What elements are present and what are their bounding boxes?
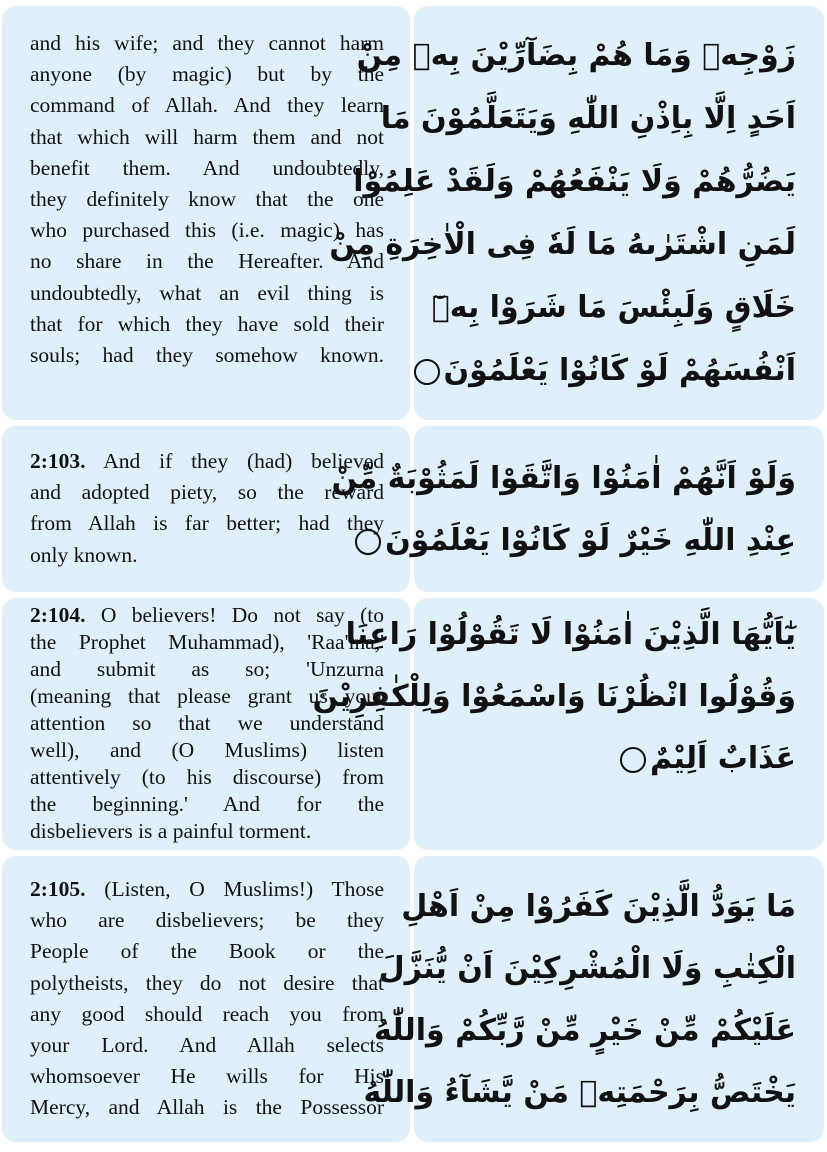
arabic-text: زَوْجِهٖ وَمَا هُمْ بِضَآرِّيْنَ بِهٖ مِنْ اَحَدٍ اِلَّا بِاِذْنِ اللّٰهِ وَيَتَعَلَّمُوْنَ مَا يَضُرُّهُمْ وَلَا يَنْفَعُهُمْ وَلَقَدْ عَلِمُوْا لَمَنِ اشْتَرٰىهُ مَا لَهٗ فِى الْاٰخِرَةِ مِنْ خَلَاقٍ وَلَبِئْسَ مَا شَرَوْا بِهٖٓ اَنْفُسَهُمْ لَوْ كَانُوْا يَعْلَمُوْنَ bbox=[329, 38, 796, 388]
verse-end-marker-icon bbox=[414, 359, 440, 385]
arabic-panel-2 bbox=[331, 426, 824, 592]
arabic-text: وَلَوْ اَنَّهُمْ اٰمَنُوْا وَاتَّقَوْا لَمَثُوْبَةٌ مِّنْ عِنْدِ اللّٰهِ خَيْرٌ لَوْ كَانُوْا يَعْلَمُوْنَ bbox=[331, 461, 796, 558]
translation-text: 2:104. O believers! Do not say (to the Prophet Muhammad), 'Raa'ina,' and submit as so; 'Unzurna (meaning that please grant us your attention so that we understand well), and (O Muslims) listen attentively (to his discourse) from the beginning.' And for the disbelievers is a painful torment. bbox=[30, 603, 384, 843]
translation-panel-4 bbox=[2, 856, 410, 1142]
verse-end-marker-icon bbox=[620, 747, 646, 773]
translation-text: 2:103. And if they (had) believed and adopted piety, so the reward from Allah is far better; had they only known. bbox=[30, 449, 384, 567]
arabic-text: يٰٓاَيُّهَا الَّذِيْنَ اٰمَنُوْا لَا تَقُوْلُوْا رَاعِنَا وَقُوْلُوا انْظُرْنَا وَاسْمَعُوْا وَلِلْكٰفِرِيْنَ عَذَابٌ اَلِيْمٌ bbox=[312, 617, 796, 776]
arabic-panel-3 bbox=[312, 598, 824, 850]
translation-text: 2:105. (Listen, O Muslims!) Those who are disbelievers; be they People of the Book or the polytheists, they do not desire that any good should reach you from your Lord. And Allah selects whomsoever He wills for His Mercy, and Allah is the Possessor bbox=[30, 877, 385, 1120]
translation-text: and his wife; and they cannot harm anyone (by magic) but by the command of Allah. And they learn that which will harm them and not benefit them. And undoubtedly, they definitely know that the one who purchased this (i.e. magic) has no share in the Hereafter. And undoubtedly, what an evil thing is that for which they have sold their souls; had they somehow known. bbox=[30, 31, 384, 368]
verse-reference: 2:105. bbox=[30, 877, 86, 901]
arabic-panel-4 bbox=[363, 856, 824, 1142]
arabic-text: مَا يَوَدُّ الَّذِيْنَ كَفَرُوْا مِنْ اَهْلِ الْكِتٰبِ وَلَا الْمُشْرِكِيْنَ اَنْ يُّنَزَّلَ عَلَيْكُمْ مِّنْ خَيْرٍ مِّنْ رَّبِّكُمْ وَاللّٰهُ يَخْتَصُّ بِرَحْمَتِهٖ مَنْ يَّشَآءُ وَاللّٰهُ bbox=[363, 889, 796, 1110]
verse-reference: 2:103. bbox=[30, 449, 86, 473]
verse-reference: 2:104. bbox=[30, 603, 86, 627]
arabic-panel-1 bbox=[329, 6, 824, 420]
verse-end-marker-icon bbox=[355, 529, 381, 555]
